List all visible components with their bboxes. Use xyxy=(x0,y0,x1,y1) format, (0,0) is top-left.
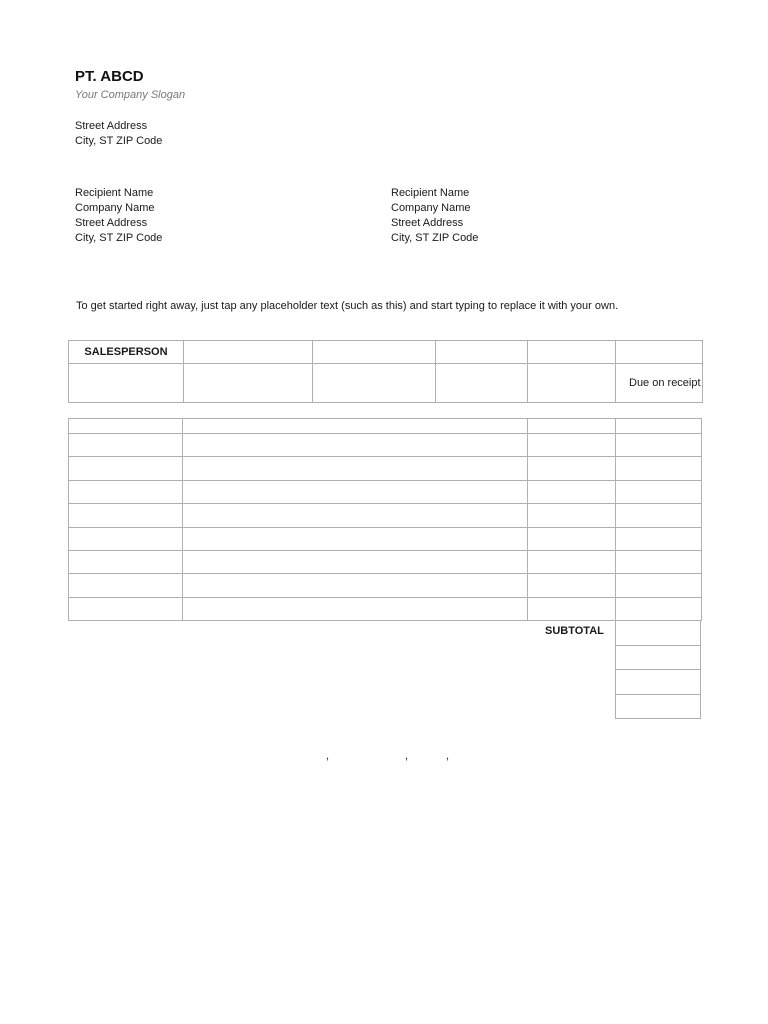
footer-separator: , xyxy=(326,750,330,762)
table-cell[interactable] xyxy=(616,574,702,597)
total-cell[interactable] xyxy=(616,670,701,695)
items-header-row xyxy=(69,419,702,434)
info-header-cell[interactable] xyxy=(436,341,528,364)
table-cell[interactable] xyxy=(69,457,183,480)
table-cell[interactable] xyxy=(528,419,616,434)
ship-to-block xyxy=(391,186,478,246)
salesperson-header: SALESPERSON xyxy=(69,341,184,364)
recipient-company[interactable]: Company Name xyxy=(75,202,155,214)
invoice-info-table xyxy=(68,340,703,403)
salesperson-value[interactable] xyxy=(69,364,184,403)
sender-city[interactable]: City, ST ZIP Code xyxy=(75,135,163,147)
table-cell[interactable] xyxy=(69,597,183,620)
table-cell[interactable] xyxy=(69,527,183,550)
table-cell[interactable] xyxy=(69,480,183,503)
table-cell[interactable] xyxy=(528,434,616,457)
bill-to-block xyxy=(75,186,162,246)
info-value-cell[interactable] xyxy=(436,364,528,403)
table-cell[interactable] xyxy=(183,457,528,480)
table-cell[interactable] xyxy=(69,504,183,527)
total-cell[interactable] xyxy=(616,694,701,719)
table-cell[interactable] xyxy=(616,597,702,620)
recipient-city[interactable]: City, ST ZIP Code xyxy=(391,232,479,244)
subtotal-value[interactable] xyxy=(616,621,701,646)
table-cell[interactable] xyxy=(528,480,616,503)
table-row xyxy=(69,434,702,457)
recipient-street[interactable]: Street Address xyxy=(391,217,464,229)
table-row xyxy=(69,550,702,573)
table-cell[interactable] xyxy=(69,434,183,457)
recipient-name[interactable]: Recipient Name xyxy=(75,187,154,199)
info-header-row xyxy=(69,341,703,364)
table-cell[interactable] xyxy=(528,527,616,550)
recipient-city[interactable]: City, ST ZIP Code xyxy=(75,232,163,244)
info-value-row xyxy=(69,364,703,403)
instruction-text[interactable]: To get started right away, just tap any placeholder text (such as this) and start typing to replace it with your own. xyxy=(76,300,619,312)
info-header-cell[interactable] xyxy=(616,341,703,364)
info-value-cell[interactable] xyxy=(184,364,313,403)
table-cell[interactable] xyxy=(183,504,528,527)
table-cell[interactable] xyxy=(616,527,702,550)
table-row xyxy=(69,480,702,503)
recipient-name[interactable]: Recipient Name xyxy=(391,187,470,199)
sender-street[interactable]: Street Address xyxy=(75,120,148,132)
footer-separator: , xyxy=(405,750,409,762)
recipient-street[interactable]: Street Address xyxy=(75,217,148,229)
table-cell[interactable] xyxy=(528,504,616,527)
table-cell[interactable] xyxy=(616,504,702,527)
table-cell[interactable] xyxy=(616,434,702,457)
recipient-company[interactable]: Company Name xyxy=(391,202,471,214)
company-name[interactable]: PT. ABCD xyxy=(75,68,144,85)
info-header-cell[interactable] xyxy=(313,341,436,364)
totals-table xyxy=(615,620,701,719)
table-cell[interactable] xyxy=(616,419,702,434)
table-row xyxy=(69,574,702,597)
table-cell[interactable] xyxy=(183,550,528,573)
sender-address xyxy=(75,119,162,149)
table-row xyxy=(69,527,702,550)
table-cell[interactable] xyxy=(528,550,616,573)
company-slogan[interactable]: Your Company Slogan xyxy=(75,89,186,101)
subtotal-label: SUBTOTAL xyxy=(545,625,604,637)
table-cell[interactable] xyxy=(528,457,616,480)
table-row xyxy=(69,597,702,620)
table-cell[interactable] xyxy=(183,434,528,457)
table-cell[interactable] xyxy=(69,419,183,434)
table-cell[interactable] xyxy=(183,574,528,597)
footer-separator: , xyxy=(446,750,450,762)
line-items-table xyxy=(68,418,702,621)
table-cell[interactable] xyxy=(528,597,616,620)
table-cell[interactable] xyxy=(183,419,528,434)
table-cell[interactable] xyxy=(616,457,702,480)
total-cell[interactable] xyxy=(616,645,701,670)
table-cell[interactable] xyxy=(616,550,702,573)
info-value-cell[interactable] xyxy=(313,364,436,403)
table-cell[interactable] xyxy=(69,550,183,573)
info-header-cell[interactable] xyxy=(528,341,616,364)
table-cell[interactable] xyxy=(69,574,183,597)
table-cell[interactable] xyxy=(183,597,528,620)
table-cell[interactable] xyxy=(528,574,616,597)
table-cell[interactable] xyxy=(183,480,528,503)
table-row xyxy=(69,457,702,480)
table-cell[interactable] xyxy=(616,480,702,503)
info-value-cell[interactable] xyxy=(528,364,616,403)
table-row xyxy=(69,504,702,527)
info-header-cell[interactable] xyxy=(184,341,313,364)
table-cell[interactable] xyxy=(183,527,528,550)
payment-terms[interactable]: Due on receipt xyxy=(616,364,703,403)
